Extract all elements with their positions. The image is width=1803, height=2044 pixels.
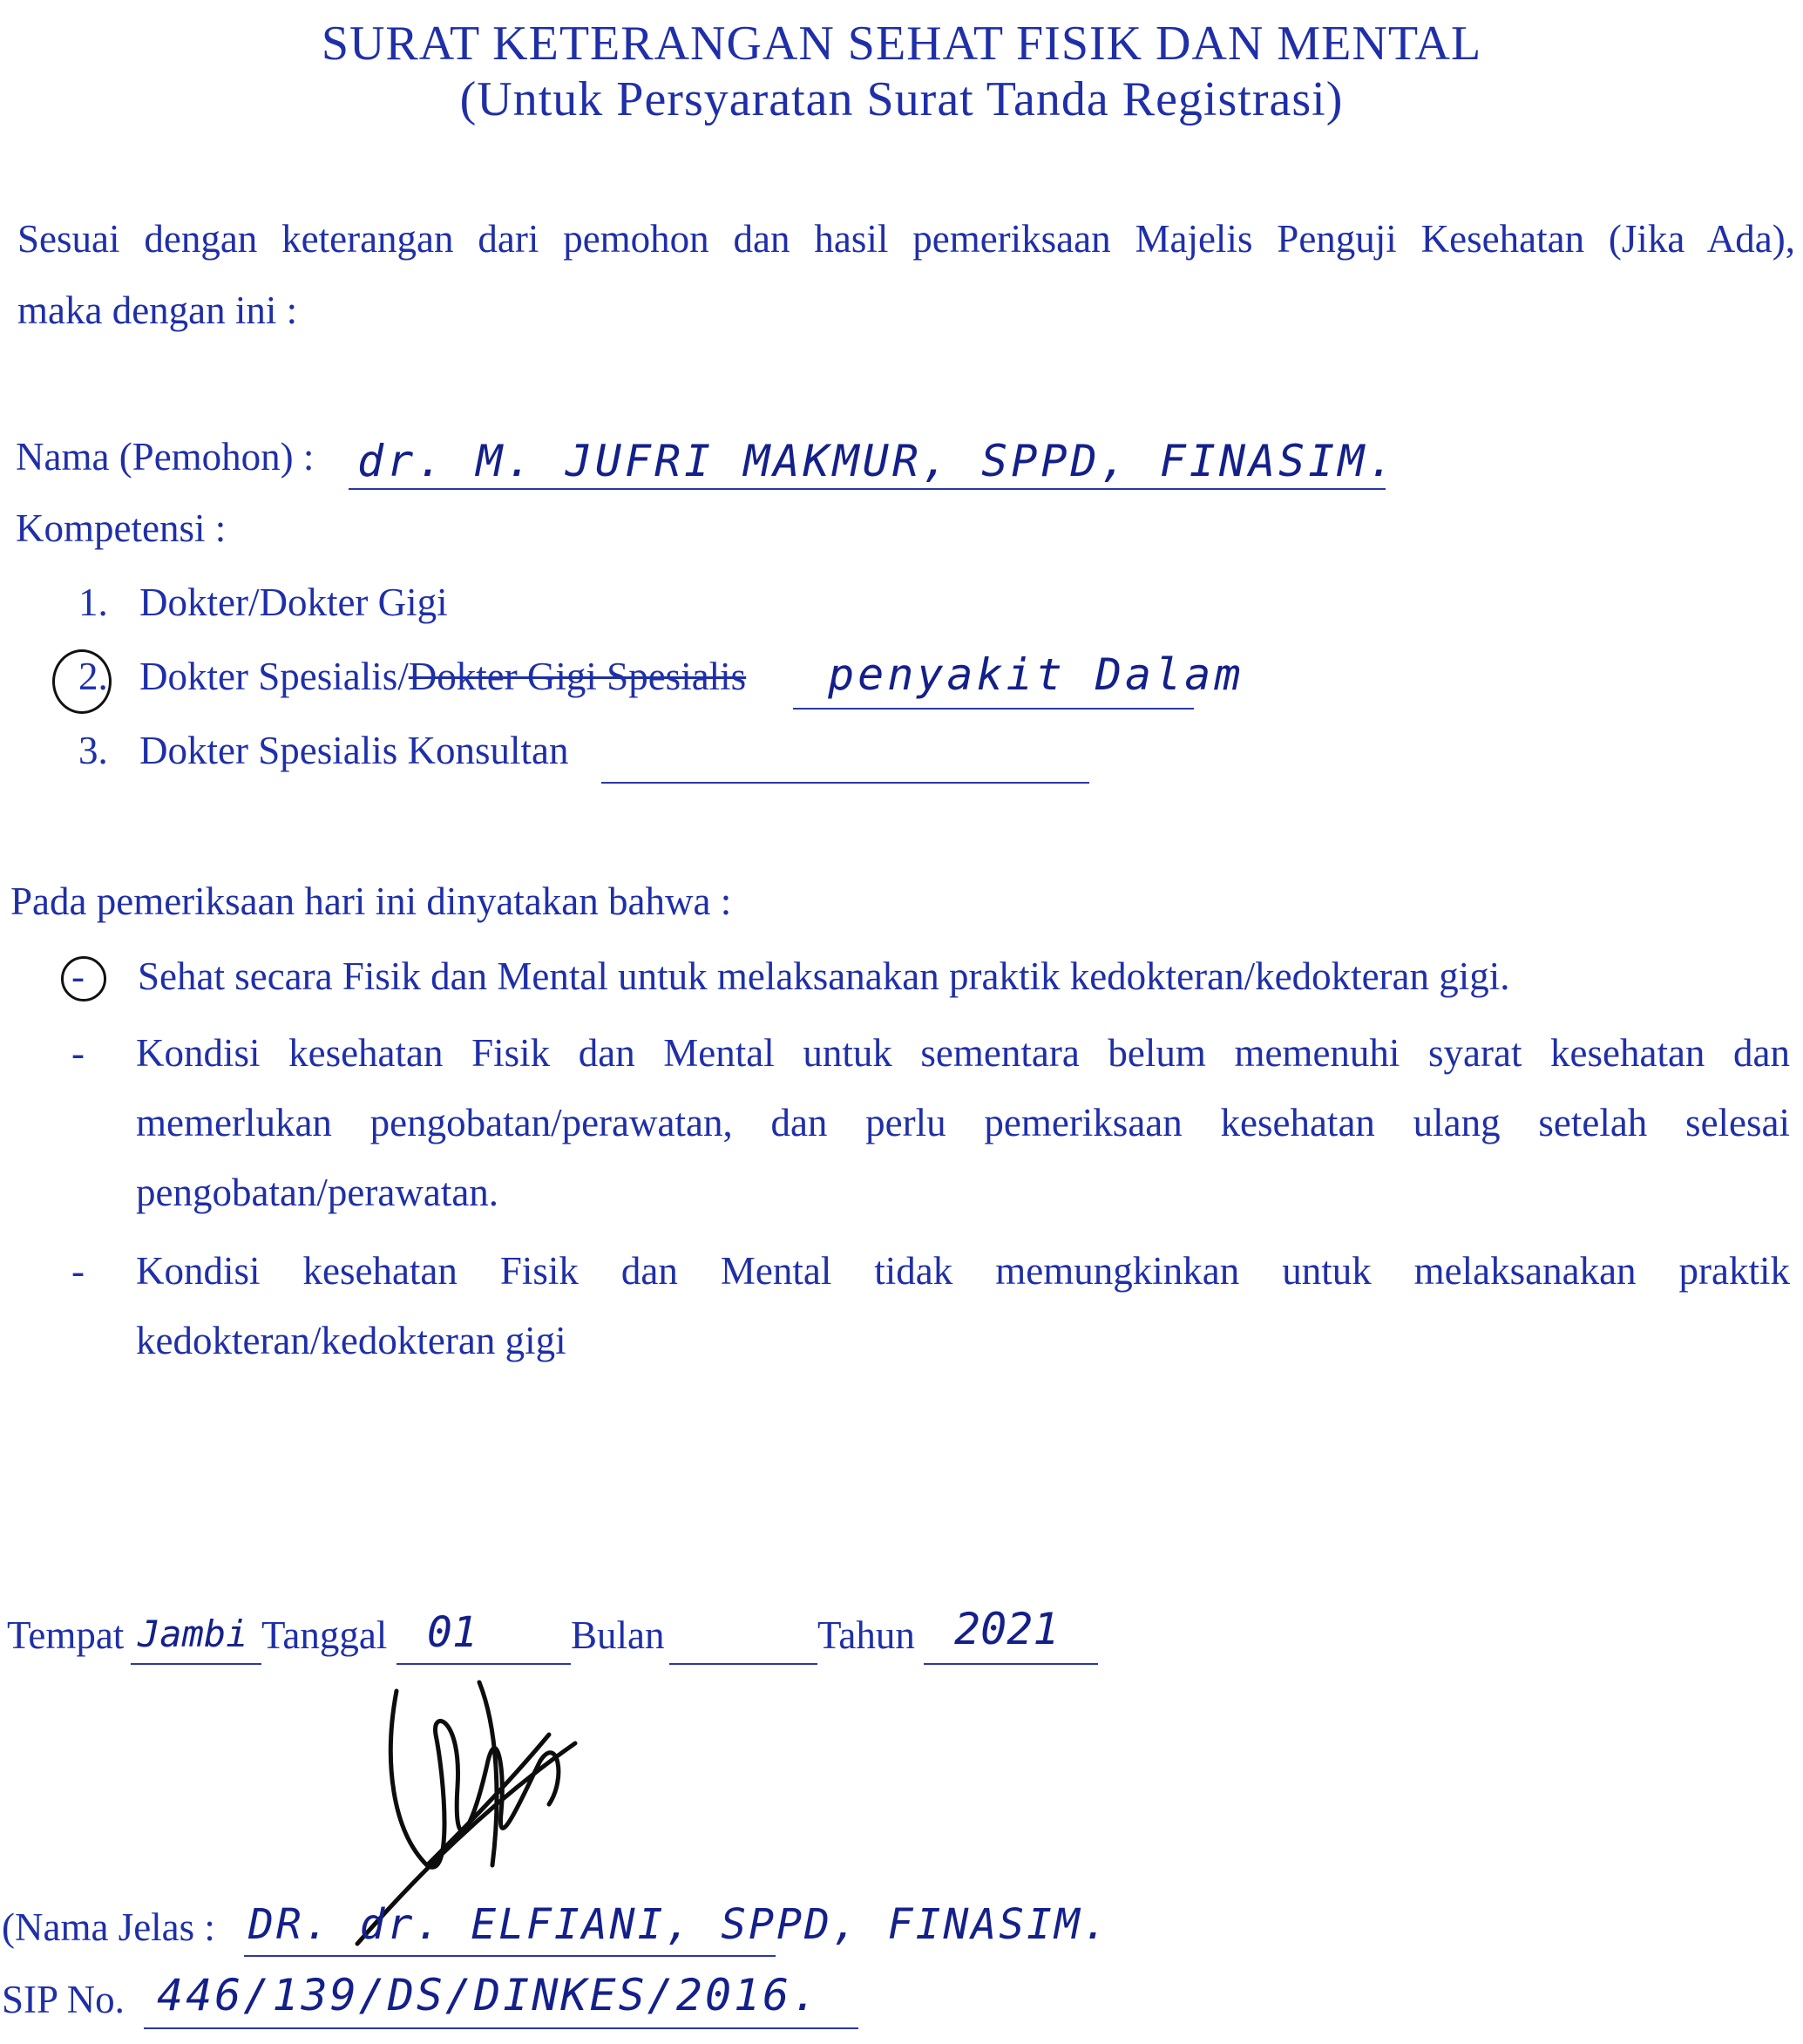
competence-label: Kompetensi : xyxy=(16,506,227,550)
sip-underline xyxy=(144,2027,858,2029)
intro-line-2: maka dengan ini : xyxy=(17,289,298,332)
place-underline xyxy=(131,1663,261,1665)
place-label: Tempat xyxy=(7,1613,125,1657)
document-subtitle: (Untuk Persyaratan Surat Tanda Registrasi) xyxy=(459,72,1344,126)
competence-item-1-text: Dokter/Dokter Gigi xyxy=(139,581,448,624)
month-label: Bulan xyxy=(571,1613,665,1657)
applicant-label: Nama (Pemohon) : xyxy=(16,435,315,479)
sip-handwritten: 446/139/DS/DINKES/2016. xyxy=(157,1970,821,2020)
year-handwritten: 2021 xyxy=(954,1604,1060,1654)
finding-2-line-3: pengobatan/perawatan. xyxy=(136,1171,499,1214)
finding-3-bullet: - xyxy=(71,1249,85,1293)
competence-item-2-underline xyxy=(793,708,1194,710)
date-handwritten: 01 xyxy=(427,1608,478,1657)
signer-name-underline xyxy=(244,1955,776,1957)
competence-item-2-handwritten: penyakit Dalam xyxy=(828,649,1244,700)
intro-line-1: Sesuai dengan keterangan dari pemohon dan hasil pemeriksaan Majelis Penguji Kesehatan (Jika Ada), xyxy=(17,217,1795,261)
competence-item-2-text xyxy=(139,654,746,699)
applicant-underline xyxy=(349,488,1386,490)
finding-2-line-1: Kondisi kesehatan Fisik dan Mental untuk sementara belum memenuhi syarat kesehatan dan xyxy=(136,1031,1790,1075)
competence-item-2-struck-text: Dokter Gigi Spesialis xyxy=(408,655,747,698)
signer-name-handwritten: DR. dr. ELFIANI, SPPD, FINASIM. xyxy=(248,1900,1110,1949)
findings-label: Pada pemeriksaan hari ini dinyatakan bahwa : xyxy=(10,879,732,923)
competence-item-3-underline xyxy=(601,782,1089,784)
competence-item-1-number: 1. xyxy=(78,581,108,624)
finding-2-bullet: - xyxy=(71,1031,85,1075)
finding-3-line-1: Kondisi kesehatan Fisik dan Mental tidak memungkinkan untuk melaksanakan praktik xyxy=(136,1249,1790,1293)
finding-1-text: Sehat secara Fisik dan Mental untuk melaksanakan praktik kedokteran/kedokteran gigi. xyxy=(138,954,1510,998)
finding-3-line-2: kedokteran/kedokteran gigi xyxy=(136,1319,566,1362)
applicant-name-handwritten: dr. M. JUFRI MAKMUR, SPPD, FINASIM. xyxy=(357,436,1398,486)
document-title: SURAT KETERANGAN SEHAT FISIK DAN MENTAL xyxy=(321,17,1482,71)
finding-1-bullet: - xyxy=(71,954,85,998)
date-label: Tanggal xyxy=(261,1613,388,1657)
year-label: Tahun xyxy=(817,1613,915,1657)
competence-item-2-number: 2. xyxy=(78,655,108,698)
signer-name-label: (Nama Jelas : xyxy=(2,1905,215,1949)
year-underline xyxy=(924,1663,1098,1665)
month-underline xyxy=(669,1663,817,1665)
competence-item-3-number: 3. xyxy=(78,729,108,772)
finding-2-line-2: memerlukan pengobatan/perawatan, dan perlu pemeriksaan kesehatan ulang setelah selesai xyxy=(136,1101,1790,1144)
competence-item-3-text: Dokter Spesialis Konsultan xyxy=(139,729,569,772)
sip-label: SIP No. xyxy=(2,1978,125,2021)
competence-item-2-label: Dokter Spesialis/ xyxy=(139,655,409,698)
place-handwritten: Jambi xyxy=(138,1613,248,1655)
